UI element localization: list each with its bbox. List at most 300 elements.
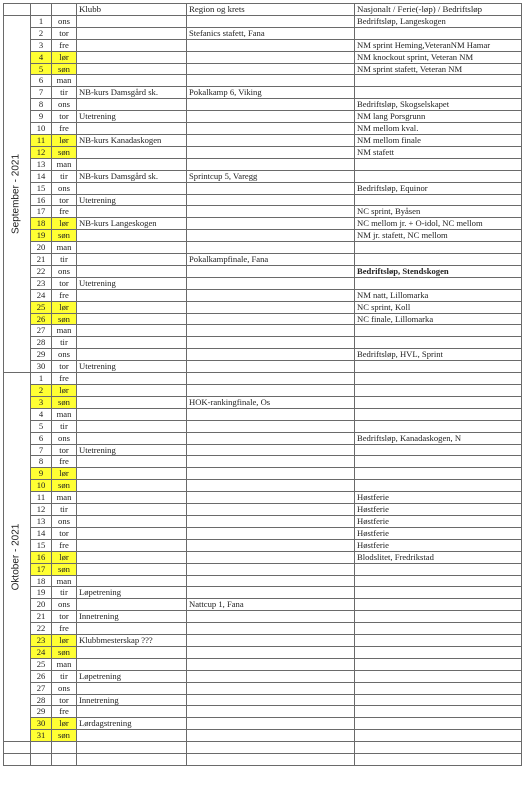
region-cell	[187, 587, 355, 599]
weekday: lør	[52, 51, 77, 63]
region-cell: Pokalkamp 6, Viking	[187, 87, 355, 99]
nasjonalt-cell	[355, 87, 522, 99]
month-label: September - 2021	[10, 153, 22, 235]
day-number: 1	[31, 373, 52, 385]
day-number: 3	[31, 39, 52, 51]
weekday: man	[52, 658, 77, 670]
klubb-cell	[77, 123, 187, 135]
weekday: søn	[52, 146, 77, 158]
klubb-cell	[77, 563, 187, 575]
weekday: tor	[52, 194, 77, 206]
day-number: 7	[31, 87, 52, 99]
weekday: lør	[52, 718, 77, 730]
klubb-cell	[77, 527, 187, 539]
region-cell	[187, 694, 355, 706]
klubb-cell: Innetrening	[77, 611, 187, 623]
table-row	[4, 134, 522, 146]
day-number: 23	[31, 635, 52, 647]
nasjonalt-cell: NM jr. stafett, NC mellom	[355, 230, 522, 242]
klubb-cell: Utetrening	[77, 361, 187, 373]
table-row	[4, 480, 522, 492]
nasjonalt-cell	[355, 623, 522, 635]
nasjonalt-cell	[355, 75, 522, 87]
nasjonalt-cell: NM stafett	[355, 146, 522, 158]
table-row	[4, 206, 522, 218]
day-number: 17	[31, 563, 52, 575]
klubb-cell	[77, 682, 187, 694]
nasjonalt-cell	[355, 420, 522, 432]
nasjonalt-cell	[355, 480, 522, 492]
klubb-cell	[77, 468, 187, 480]
klubb-cell	[77, 313, 187, 325]
klubb-cell	[77, 99, 187, 111]
table-row	[4, 587, 522, 599]
region-cell	[187, 658, 355, 670]
weekday: man	[52, 75, 77, 87]
header-weekday	[52, 4, 77, 16]
klubb-cell	[77, 349, 187, 361]
weekday: tor	[52, 361, 77, 373]
weekday: fre	[52, 206, 77, 218]
day-number: 8	[31, 99, 52, 111]
weekday: ons	[52, 432, 77, 444]
table-row	[4, 575, 522, 587]
table-row	[4, 182, 522, 194]
nasjonalt-cell: NC sprint, Koll	[355, 301, 522, 313]
table-row	[4, 599, 522, 611]
weekday: ons	[52, 682, 77, 694]
day-number: 27	[31, 325, 52, 337]
table-row	[4, 658, 522, 670]
klubb-cell	[77, 408, 187, 420]
table-row	[4, 301, 522, 313]
nasjonalt-cell	[355, 646, 522, 658]
region-cell	[187, 289, 355, 301]
klubb-cell	[77, 301, 187, 313]
table-row	[4, 694, 522, 706]
nasjonalt-cell	[355, 396, 522, 408]
nasjonalt-cell	[355, 242, 522, 254]
day-number: 12	[31, 504, 52, 516]
table-row	[4, 230, 522, 242]
nasjonalt-cell: NM lang Porsgrunn	[355, 111, 522, 123]
region-cell	[187, 718, 355, 730]
nasjonalt-cell	[355, 408, 522, 420]
day-number: 25	[31, 301, 52, 313]
day-number: 18	[31, 575, 52, 587]
day-number: 9	[31, 468, 52, 480]
day-number: 1	[31, 15, 52, 27]
day-number: 19	[31, 587, 52, 599]
day-number: 14	[31, 527, 52, 539]
empty-cell	[355, 754, 522, 766]
region-cell	[187, 158, 355, 170]
day-number: 27	[31, 682, 52, 694]
empty-cell	[31, 742, 52, 754]
klubb-cell: NB-kurs Langeskogen	[77, 218, 187, 230]
nasjonalt-cell	[355, 337, 522, 349]
table-row	[4, 349, 522, 361]
nasjonalt-cell	[355, 658, 522, 670]
nasjonalt-cell	[355, 718, 522, 730]
klubb-cell	[77, 337, 187, 349]
nasjonalt-cell	[355, 694, 522, 706]
table-row	[4, 277, 522, 289]
table-row	[4, 706, 522, 718]
nasjonalt-cell: Høstferie	[355, 527, 522, 539]
weekday: tor	[52, 694, 77, 706]
klubb-cell	[77, 39, 187, 51]
region-cell	[187, 111, 355, 123]
day-number: 23	[31, 277, 52, 289]
weekday: søn	[52, 63, 77, 75]
weekday: ons	[52, 599, 77, 611]
table-row	[4, 396, 522, 408]
weekday: lør	[52, 468, 77, 480]
table-row	[4, 456, 522, 468]
klubb-cell: Utetrening	[77, 277, 187, 289]
region-cell	[187, 361, 355, 373]
region-cell	[187, 99, 355, 111]
weekday: søn	[52, 313, 77, 325]
nasjonalt-cell: NM mellom kval.	[355, 123, 522, 135]
region-cell	[187, 265, 355, 277]
nasjonalt-cell	[355, 194, 522, 206]
klubb-cell: NB-kurs Kanadaskogen	[77, 134, 187, 146]
day-number: 20	[31, 599, 52, 611]
day-number: 26	[31, 670, 52, 682]
empty-row	[4, 754, 522, 766]
day-number: 2	[31, 385, 52, 397]
day-number: 9	[31, 111, 52, 123]
weekday: ons	[52, 15, 77, 27]
weekday: man	[52, 575, 77, 587]
klubb-cell	[77, 623, 187, 635]
region-cell	[187, 623, 355, 635]
nasjonalt-cell	[355, 170, 522, 182]
table-row	[4, 373, 522, 385]
nasjonalt-cell: Bedriftsløp, HVL, Sprint	[355, 349, 522, 361]
klubb-cell: Løpetrening	[77, 670, 187, 682]
day-number: 8	[31, 456, 52, 468]
weekday: lør	[52, 134, 77, 146]
weekday: tir	[52, 254, 77, 266]
day-number: 29	[31, 349, 52, 361]
table-row	[4, 337, 522, 349]
table-row	[4, 432, 522, 444]
nasjonalt-cell	[355, 158, 522, 170]
weekday: fre	[52, 706, 77, 718]
day-number: 15	[31, 182, 52, 194]
nasjonalt-cell	[355, 325, 522, 337]
weekday: tir	[52, 337, 77, 349]
day-number: 12	[31, 146, 52, 158]
header-day	[31, 4, 52, 16]
region-cell: Nattcup 1, Fana	[187, 599, 355, 611]
nasjonalt-cell: NM sprint Heming,VeteranNM Hamar	[355, 39, 522, 51]
weekday: lør	[52, 218, 77, 230]
nasjonalt-cell	[355, 730, 522, 742]
table-row	[4, 539, 522, 551]
klubb-cell	[77, 658, 187, 670]
region-cell	[187, 635, 355, 647]
weekday: fre	[52, 456, 77, 468]
region-cell	[187, 563, 355, 575]
weekday: tor	[52, 111, 77, 123]
weekday: ons	[52, 182, 77, 194]
region-cell	[187, 670, 355, 682]
region-cell	[187, 39, 355, 51]
month-label-cell	[4, 15, 31, 372]
region-cell: HOK-rankingfinale, Os	[187, 396, 355, 408]
weekday: søn	[52, 730, 77, 742]
weekday: man	[52, 158, 77, 170]
empty-cell	[52, 754, 77, 766]
nasjonalt-cell: Bedriftsløp, Equinor	[355, 182, 522, 194]
region-cell	[187, 515, 355, 527]
table-row	[4, 27, 522, 39]
table-row	[4, 15, 522, 27]
header-region: Region og krets	[187, 4, 355, 16]
nasjonalt-cell: NM sprint stafett, Veteran NM	[355, 63, 522, 75]
table-row	[4, 289, 522, 301]
header-nasjonalt: Nasjonalt / Ferie(-løp) / Bedriftsløp	[355, 4, 522, 16]
day-number: 26	[31, 313, 52, 325]
klubb-cell: Klubbmesterskap ???	[77, 635, 187, 647]
region-cell	[187, 444, 355, 456]
region-cell	[187, 337, 355, 349]
header-row	[4, 4, 522, 16]
day-number: 16	[31, 194, 52, 206]
table-row	[4, 682, 522, 694]
nasjonalt-cell	[355, 611, 522, 623]
weekday: tor	[52, 277, 77, 289]
day-number: 4	[31, 408, 52, 420]
region-cell	[187, 420, 355, 432]
table-row	[4, 551, 522, 563]
day-number: 22	[31, 265, 52, 277]
klubb-cell	[77, 230, 187, 242]
table-row	[4, 527, 522, 539]
klubb-cell	[77, 730, 187, 742]
table-row	[4, 242, 522, 254]
klubb-cell: NB-kurs Damsgård sk.	[77, 87, 187, 99]
weekday: tir	[52, 587, 77, 599]
klubb-cell	[77, 373, 187, 385]
nasjonalt-cell: NC finale, Lillomarka	[355, 313, 522, 325]
day-number: 5	[31, 63, 52, 75]
day-number: 17	[31, 206, 52, 218]
weekday: fre	[52, 623, 77, 635]
region-cell	[187, 539, 355, 551]
region-cell	[187, 646, 355, 658]
klubb-cell	[77, 646, 187, 658]
table-row	[4, 718, 522, 730]
table-row	[4, 265, 522, 277]
weekday: søn	[52, 563, 77, 575]
klubb-cell: Utetrening	[77, 111, 187, 123]
empty-row	[4, 742, 522, 754]
nasjonalt-cell: Bedriftsløp, Skogselskapet	[355, 99, 522, 111]
table-row	[4, 646, 522, 658]
region-cell	[187, 408, 355, 420]
day-number: 30	[31, 361, 52, 373]
nasjonalt-cell	[355, 456, 522, 468]
table-row	[4, 194, 522, 206]
header-klubb: Klubb	[77, 4, 187, 16]
klubb-cell	[77, 51, 187, 63]
day-number: 19	[31, 230, 52, 242]
region-cell	[187, 134, 355, 146]
calendar-table	[3, 3, 522, 766]
day-number: 29	[31, 706, 52, 718]
nasjonalt-cell: NM mellom finale	[355, 134, 522, 146]
weekday: tor	[52, 27, 77, 39]
nasjonalt-cell	[355, 444, 522, 456]
klubb-cell	[77, 385, 187, 397]
klubb-cell	[77, 396, 187, 408]
day-number: 20	[31, 242, 52, 254]
table-row	[4, 635, 522, 647]
table-row	[4, 670, 522, 682]
region-cell	[187, 206, 355, 218]
nasjonalt-cell: NC mellom jr. + O-idol, NC mellom	[355, 218, 522, 230]
table-row	[4, 611, 522, 623]
day-number: 4	[31, 51, 52, 63]
weekday: tor	[52, 527, 77, 539]
day-number: 16	[31, 551, 52, 563]
empty-cell	[77, 754, 187, 766]
klubb-cell	[77, 504, 187, 516]
nasjonalt-cell: NM natt, Lillomarka	[355, 289, 522, 301]
table-row	[4, 254, 522, 266]
klubb-cell	[77, 289, 187, 301]
region-cell	[187, 194, 355, 206]
weekday: lør	[52, 635, 77, 647]
table-row	[4, 313, 522, 325]
region-cell	[187, 349, 355, 361]
day-number: 21	[31, 611, 52, 623]
table-row	[4, 504, 522, 516]
klubb-cell	[77, 599, 187, 611]
region-cell	[187, 75, 355, 87]
weekday: fre	[52, 539, 77, 551]
weekday: fre	[52, 289, 77, 301]
day-number: 3	[31, 396, 52, 408]
klubb-cell	[77, 706, 187, 718]
weekday: man	[52, 492, 77, 504]
region-cell	[187, 277, 355, 289]
weekday: tor	[52, 444, 77, 456]
table-row	[4, 385, 522, 397]
nasjonalt-cell: Høstferie	[355, 515, 522, 527]
weekday: man	[52, 408, 77, 420]
klubb-cell	[77, 158, 187, 170]
weekday: søn	[52, 646, 77, 658]
empty-cell	[77, 742, 187, 754]
region-cell	[187, 385, 355, 397]
klubb-cell	[77, 432, 187, 444]
nasjonalt-cell	[355, 563, 522, 575]
region-cell	[187, 182, 355, 194]
klubb-cell	[77, 539, 187, 551]
region-cell	[187, 51, 355, 63]
klubb-cell	[77, 63, 187, 75]
weekday: lør	[52, 551, 77, 563]
klubb-cell	[77, 75, 187, 87]
weekday: ons	[52, 99, 77, 111]
day-number: 30	[31, 718, 52, 730]
klubb-cell	[77, 182, 187, 194]
klubb-cell	[77, 27, 187, 39]
region-cell	[187, 313, 355, 325]
table-row	[4, 123, 522, 135]
weekday: tor	[52, 611, 77, 623]
day-number: 14	[31, 170, 52, 182]
nasjonalt-cell: Høstferie	[355, 539, 522, 551]
empty-cell	[355, 742, 522, 754]
region-cell	[187, 504, 355, 516]
region-cell	[187, 63, 355, 75]
empty-cell	[187, 742, 355, 754]
day-number: 25	[31, 658, 52, 670]
klubb-cell: Løpetrening	[77, 587, 187, 599]
nasjonalt-cell	[355, 254, 522, 266]
calendar-body	[4, 15, 522, 765]
klubb-cell: Innetrening	[77, 694, 187, 706]
klubb-cell	[77, 515, 187, 527]
region-cell	[187, 325, 355, 337]
nasjonalt-cell	[355, 587, 522, 599]
nasjonalt-cell	[355, 27, 522, 39]
empty-cell	[52, 742, 77, 754]
day-number: 2	[31, 27, 52, 39]
klubb-cell	[77, 15, 187, 27]
day-number: 13	[31, 515, 52, 527]
region-cell	[187, 682, 355, 694]
region-cell	[187, 146, 355, 158]
table-row	[4, 63, 522, 75]
day-number: 7	[31, 444, 52, 456]
table-row	[4, 87, 522, 99]
klubb-cell	[77, 551, 187, 563]
nasjonalt-cell	[355, 635, 522, 647]
nasjonalt-cell	[355, 277, 522, 289]
nasjonalt-cell	[355, 468, 522, 480]
day-number: 31	[31, 730, 52, 742]
region-cell	[187, 242, 355, 254]
klubb-cell: Lørdagstrening	[77, 718, 187, 730]
weekday: lør	[52, 385, 77, 397]
table-row	[4, 492, 522, 504]
table-row	[4, 158, 522, 170]
table-row	[4, 730, 522, 742]
weekday: tir	[52, 670, 77, 682]
header-month	[4, 4, 31, 16]
region-cell	[187, 230, 355, 242]
nasjonalt-cell	[355, 670, 522, 682]
nasjonalt-cell: Blodslitet, Fredrikstad	[355, 551, 522, 563]
month-label: Oktober - 2021	[10, 523, 22, 591]
weekday: lør	[52, 301, 77, 313]
nasjonalt-cell: Bedriftsløp, Langeskogen	[355, 15, 522, 27]
region-cell	[187, 468, 355, 480]
day-number: 11	[31, 492, 52, 504]
weekday: ons	[52, 515, 77, 527]
nasjonalt-cell	[355, 385, 522, 397]
table-row	[4, 468, 522, 480]
region-cell	[187, 373, 355, 385]
